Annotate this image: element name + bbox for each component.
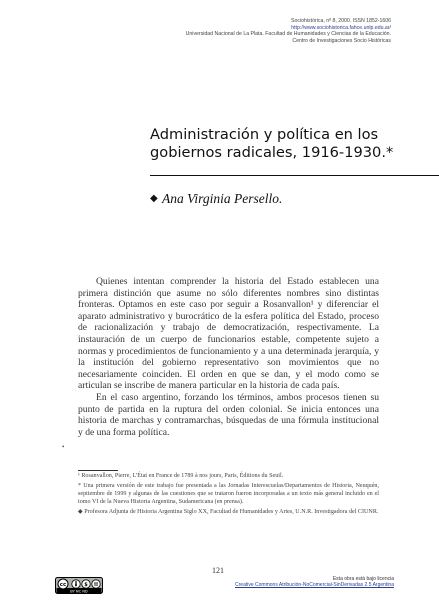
svg-text:$: $: [84, 582, 88, 588]
license-link[interactable]: Creative Commons Atribución-NoComercial-SinDerivadas 2.5 Argentina: [235, 582, 394, 589]
header-citation: Sociohistórica, nº 8, 2000. ISSN 1852-1606: [291, 18, 391, 24]
footnote-1: ¹ Rosanvallon, Pierre, L'État en France de 1789 à nos jours, Paris, Éditions du Seuil.: [78, 473, 284, 479]
footnote-rule: [78, 470, 118, 471]
title-rule: [150, 175, 439, 176]
footnote-2: * Una primera versión de este trabajo fue presentada a las Jornadas Interescuelas/Departamentos de Historia, Neuquén, septiembre de 1999 y algunas de las cuestiones que se trataron fueron incorporadas a un texto más general incluido en el tomo VI de la Nueva Historia Argentina, Sudamericana (en prensa).: [78, 482, 379, 505]
license-line: Esta obra está bajo licencia: [332, 576, 394, 582]
article-body: [78, 276, 379, 438]
header-institution: Universidad Nacional de La Plata. Facultad de Humanidades y Ciencias de la Educación.: [185, 31, 391, 38]
margin-mark-icon: •: [62, 443, 65, 451]
license-notice: [204, 576, 394, 588]
page-number: 121: [212, 566, 224, 575]
svg-text:BY NC ND: BY NC ND: [70, 589, 88, 594]
header-url-link[interactable]: http://www.sociohistorica.fahce.unlp.edu.ar/: [291, 24, 391, 31]
journal-header: [91, 18, 391, 44]
cc-license-badge-icon[interactable]: [55, 577, 103, 599]
svg-text:cc: cc: [59, 582, 67, 588]
author-name: Ana Virginia Persello.: [162, 191, 283, 206]
footnote-3: ◆ Profesora Adjunta de Historia Argentina Siglo XX, Facultad de Humanidades y Artes, U.N.R. Investigadora del CIUNR.: [78, 508, 379, 515]
footnotes: [78, 473, 379, 519]
diamond-bullet-icon: ◆: [150, 193, 158, 204]
article-title: Administración y política en los gobiernos radicales, 1916-1930.*: [150, 126, 394, 161]
header-center: Centro de Investigaciones Socio Históricas: [292, 37, 391, 44]
body-paragraph-2: En el caso argentino, forzando los términos, ambos procesos tienen su punto de partida en la ruptura del orden colonial. Se inicia entonces una historia de marchas y contramarchas, búsquedas de una fórmula institucional y de una forma política.: [78, 391, 379, 438]
body-paragraph-1: Quienes intentan comprender la historia del Estado establecen una primera distinción que asume no sólo diferentes nombres sino distintas fronteras. Optamos en este caso por seguir a Rosanvallon¹ y diferenciar el aparato administrativo y burocrático de la esfera política del Estado, proceso de racionalización y trabajo de democratización, respectivamente. La instauración de un cuerpo de funcionarios estable, competente sujeto a normas y procedimientos de funcionamiento y a una determinada jerarquía, y la institución del gobierno representativo son movimientos que no necesariamente coinciden. El orden en que se dan, y el modo como se articulan se inscribe de manera particular en la historia de cada país.: [78, 276, 379, 392]
